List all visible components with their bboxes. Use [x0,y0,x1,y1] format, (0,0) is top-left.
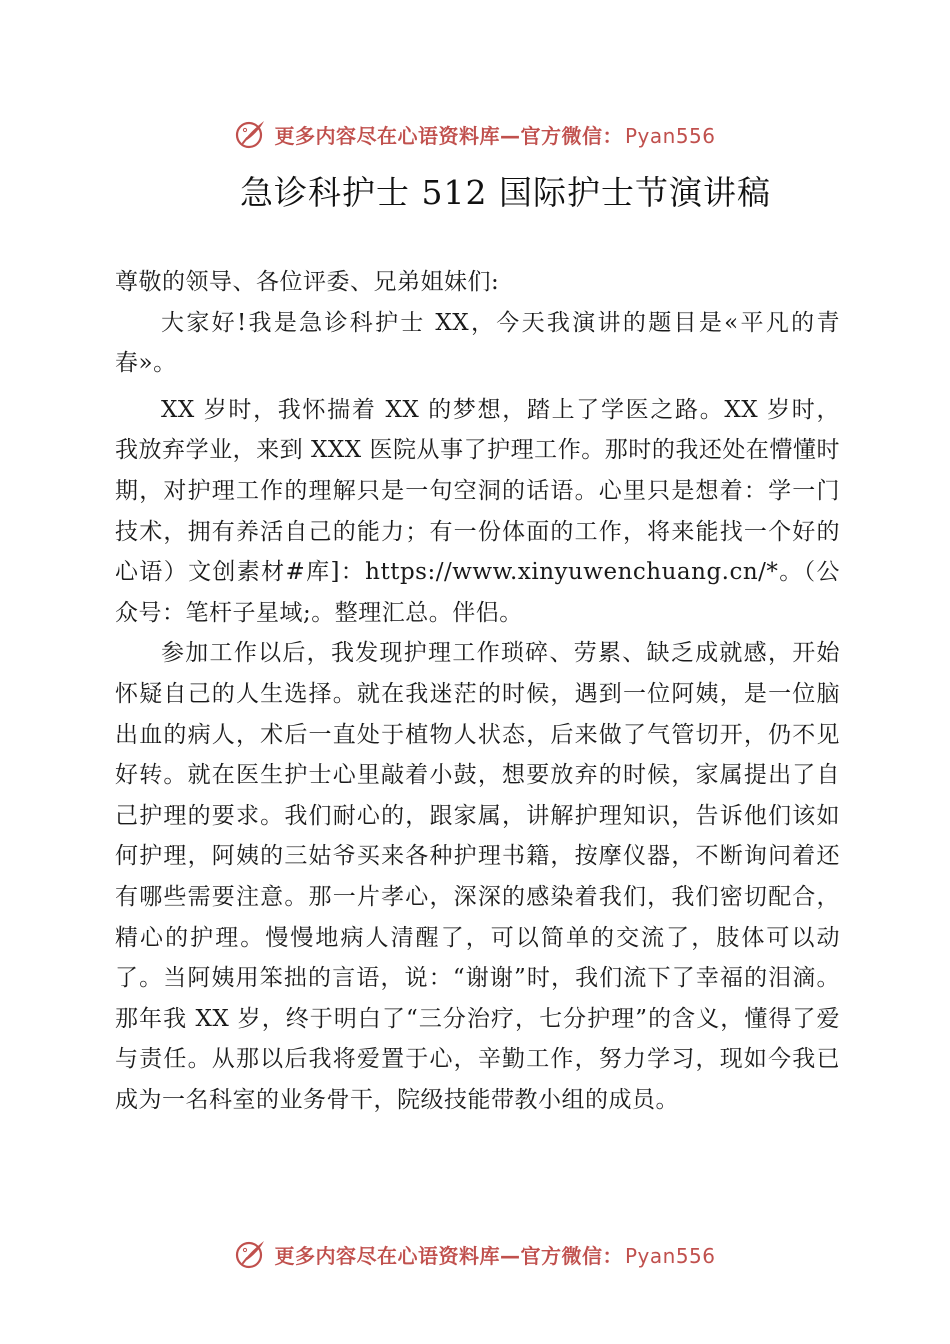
document-title: 急诊科护士 512 国际护士节演讲稿 [240,173,771,212]
quill-pen-logo-icon [234,1237,268,1271]
watermark-footer [0,1234,950,1274]
watermark-label: 更多内容尽在心语资料库—官方微信： [274,1243,623,1268]
paragraph-background: XX 岁时，我怀揣着 XX 的梦想，踏上了学医之路。XX 岁时， 我放弃学业，来到 XXX 医院从事了护理工作。那时的我还处在懵懂时期，对护理工作的理解只是一句空洞的话语。心里只是想着：学一门技术，拥有养活自己的能力；有一份体面的工作，将来能找一个好的心语）文创素材#库]：https://www.xinyuwenchuang.cn/*。（公众号：笔杆子星域;。整理汇总。伴侣。 [115,396,840,626]
document-title-container [0,168,950,218]
watermark-text [274,1240,715,1269]
salutation: 尊敬的领导、各位评委、兄弟姐妹们: [115,269,500,295]
watermark-header [0,114,950,154]
document-body [115,262,840,1120]
quill-pen-logo-icon [234,117,268,151]
watermark-wechat-id: Pyan556 [624,1243,716,1268]
watermark-text [274,120,715,149]
watermark-wechat-id: Pyan556 [624,123,716,148]
paragraph-story: 参加工作以后，我发现护理工作琐碎、劳累、缺乏成就感，开始怀疑自己的人生选择。就在我迷茫的时候，遇到一位阿姨，是一位脑出血的病人，术后一直处于植物人状态，后来做了气管切开，仍不见好转。就在医生护士心里敲着小鼓，想要放弃的时候，家属提出了自己护理的要求。我们耐心的，跟家属，讲解护理知识，告诉他们该如何护理，阿姨的三姑爷买来各种护理书籍，按摩仪器，不断询问着还有哪些需要注意。那一片孝心，深深的感染着我们，我们密切配合，精心的护理。慢慢地病人清醒了，可以简单的交流了，肢体可以动了。当阿姨用笨拙的言语，说：“谢谢”时，我们流下了幸福的泪滴。那年我 XX 岁，终于明白了“三分治疗，七分护理”的含义，懂得了爱与责任。从那以后我将爱置于心，辛勤工作，努力学习，现如今我已成为一名科室的业务骨干，院级技能带教小组的成员。 [115,640,840,1113]
watermark-label: 更多内容尽在心语资料库—官方微信： [274,123,623,148]
paragraph-intro: 大家好!我是急诊科护士 XX，今天我演讲的题目是«平凡的青春»。 [115,309,840,377]
